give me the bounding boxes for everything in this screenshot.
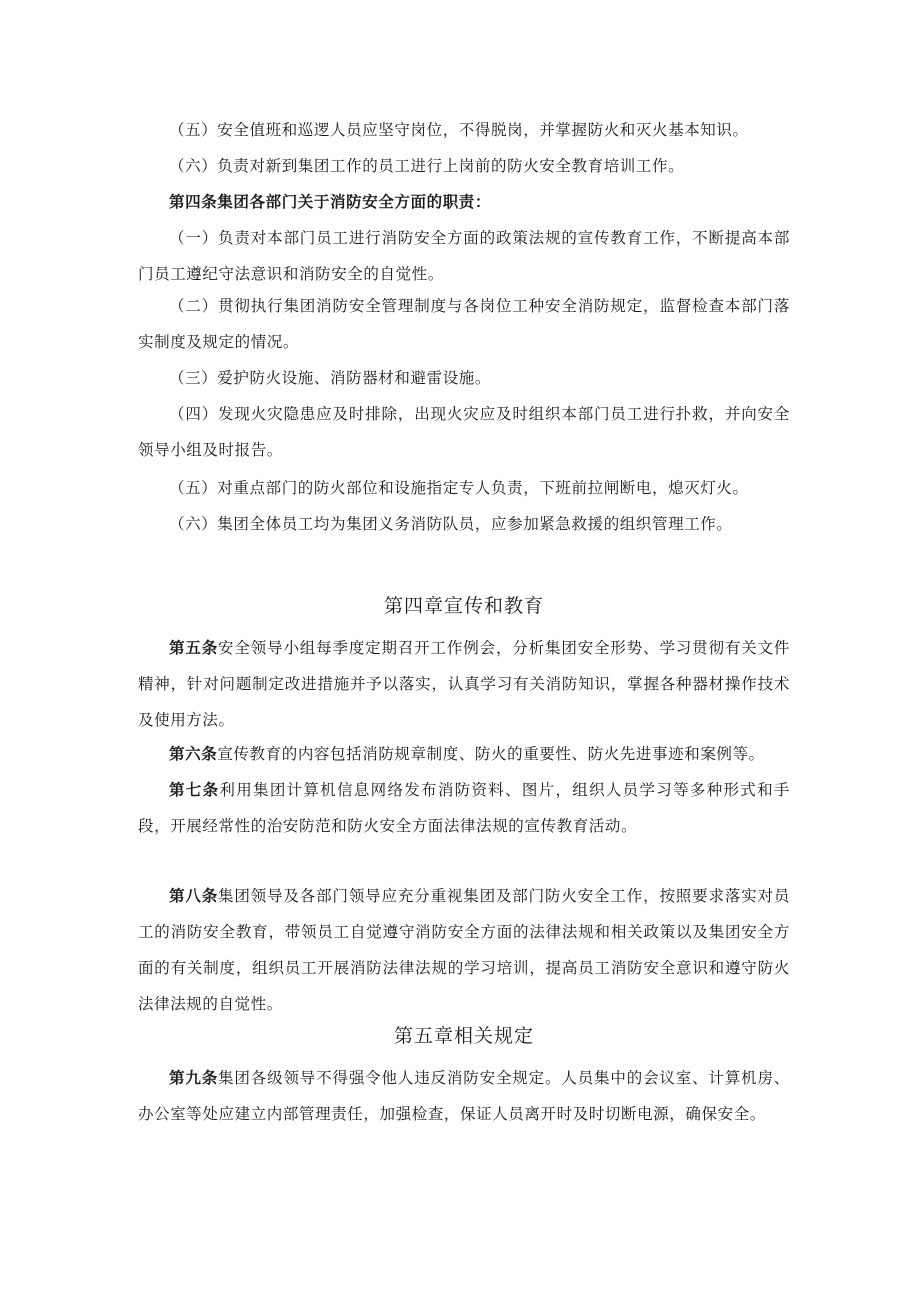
paragraph-dept-duty-5: （五）对重点部门的防火部位和设施指定专人负责，下班前拉闸断电，熄灭灯火。 bbox=[169, 479, 749, 497]
chapter-5-title: 第五章相关规定 bbox=[393, 1025, 534, 1047]
article-6-text: 宣传教育的内容包括消防规章制度、防火的重要性、防火先进事迹和案例等。 bbox=[217, 745, 765, 763]
article-8-text: 集团领导及各部门领导应充分重视集团及部门防火安全工作，按照要求落实对员工的消防安全教育，带领员工自觉遵守消防安全方面的法律法规和相关政策以及集团安全方面的有关制度，组织员工开展消防法律法规的学习培训，提高员工消防安全意识和遵守防火法律法规的自觉性。 bbox=[138, 887, 790, 1013]
paragraph-dept-duty-6: （六）集团全体员工均为集团义务消防队员，应参加紧急救援的组织管理工作。 bbox=[169, 515, 733, 533]
paragraph-dept-duty-3: （三）爱护防火设施、消防器材和避雷设施。 bbox=[169, 369, 492, 387]
paragraph-duty-6: （六）负责对新到集团工作的员工进行上岗前的防火安全教育培训工作。 bbox=[169, 157, 685, 175]
article-5-lead: 第五条 bbox=[169, 638, 219, 657]
article-5-text: 安全领导小组每季度定期召开工作例会，分析集团安全形势、学习贯彻有关文件精神，针对问题制定改进措施并予以落实，认真学习有关消防知识，掌握各种器材操作技术及使用方法。 bbox=[138, 639, 790, 729]
article-6-lead: 第六条 bbox=[169, 744, 218, 763]
paragraph-dept-duty-2: （二）贯彻执行集团消防安全管理制度与各岗位工种安全消防规定，监督检查本部门落实制度及规定的情况。 bbox=[138, 297, 790, 351]
article-9-text: 集团各级领导不得强令他人违反消防安全规定。人员集中的会议室、计算机房、办公室等处应建立内部管理责任，加强检查，保证人员离开时及时切断电源，确保安全。 bbox=[138, 1069, 790, 1123]
article-9 bbox=[138, 1060, 790, 1132]
article-8 bbox=[138, 878, 790, 1022]
paragraph-duty-5: （五）安全值班和巡逻人员应坚守岗位，不得脱岗，并掌握防火和灭火基本知识。 bbox=[169, 121, 749, 139]
article-6 bbox=[138, 736, 790, 772]
paragraph-dept-duty-1: （一）负责对本部门员工进行消防安全方面的政策法规的宣传教育工作，不断提高本部门员工遵纪守法意识和消防安全的自觉性。 bbox=[138, 229, 790, 283]
article-8-lead: 第八条 bbox=[169, 886, 219, 905]
article-5 bbox=[138, 630, 790, 738]
article-7-text: 利用集团计算机信息网络发布消防资料、图片，组织人员学习等多种形式和手段，开展经常性的治安防范和防火安全方面法律法规的宣传教育活动。 bbox=[138, 781, 790, 835]
article-4-heading: 第四条集团各部门关于消防安全方面的职责： bbox=[169, 192, 492, 211]
paragraph-dept-duty-4: （四）发现火灾隐患应及时排除，出现火灾应及时组织本部门员工进行扑救，并向安全领导小组及时报告。 bbox=[138, 405, 790, 459]
article-9-lead: 第九条 bbox=[169, 1068, 219, 1087]
article-7-lead: 第七条 bbox=[169, 780, 220, 799]
chapter-4-title: 第四章宣传和教育 bbox=[383, 595, 544, 617]
article-7 bbox=[138, 772, 790, 844]
